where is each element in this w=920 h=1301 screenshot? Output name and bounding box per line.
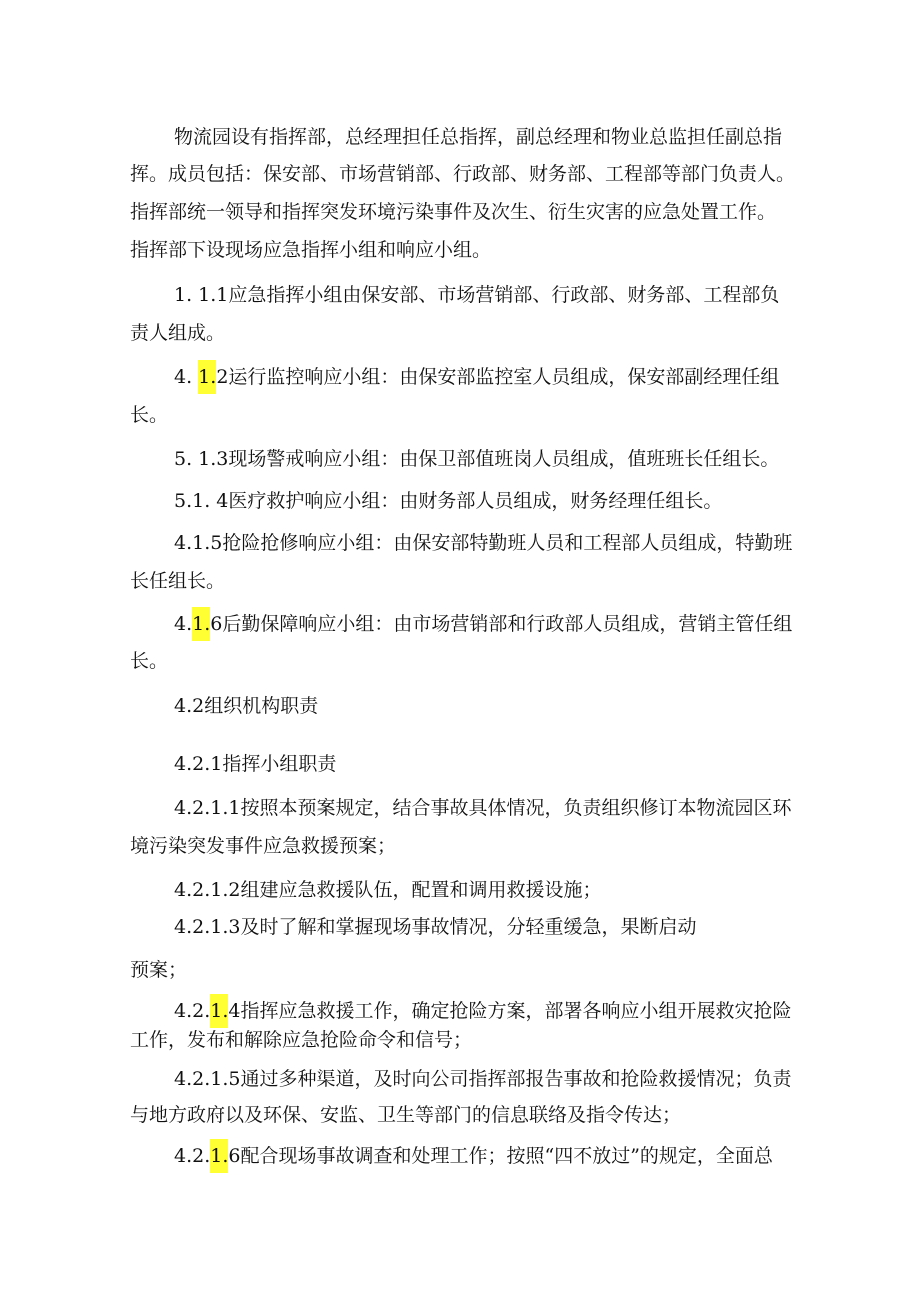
paragraph-line: 4.2.1.1按照本预案规定，结合事故具体情况，负责组织修订本物流园区环	[174, 797, 792, 819]
paragraph-line: 工作，发布和解除应急抢险命令和信号；	[130, 1029, 473, 1051]
paragraph-line: 指挥部统一领导和指挥突发环境污染事件及次生、衍生灾害的应急处置工作。	[130, 201, 777, 223]
paragraph-line: 指挥部下设现场应急指挥小组和响应小组。	[130, 239, 492, 261]
paragraph-line: 5. 1.3现场警戒响应小组：由保卫部值班岗人员组成，值班班长任组长。	[174, 448, 780, 470]
paragraph-line: 预案；	[130, 959, 188, 981]
line-segment: 4.	[174, 366, 199, 388]
paragraph-line: 4.2.1.2组建应急救援队伍，配置和调用救援设施；	[174, 879, 602, 901]
paragraph-line: 境污染突发事件应急救援预案；	[130, 835, 397, 857]
line-segment: 4.2.	[174, 1000, 211, 1022]
paragraph-line	[174, 1143, 773, 1169]
line-segment: 2运行监控响应小组：由保安部监控室人员组成，保安部副经理任组	[216, 366, 780, 388]
line-segment: 6配合现场事故调查和处理工作；按照“四不放过”的规定，全面总	[228, 1145, 773, 1167]
highlighted-text: 1.	[192, 607, 210, 641]
line-segment: 4.2.	[174, 1145, 211, 1167]
paragraph-line: 4.2.1.3及时了解和掌握现场事故情况，分轻重缓急，果断启动	[174, 916, 697, 938]
line-segment: 4指挥应急救援工作，确定抢险方案，部署各响应小组开展救灾抢险	[228, 1000, 792, 1022]
paragraph-line: 长。	[130, 650, 169, 672]
subsection-heading: 4.2.1指挥小组职责	[174, 753, 337, 775]
paragraph-line: 挥。成员包括：保安部、市场营销部、行政部、财务部、工程部等部门负责人。	[130, 163, 796, 185]
highlighted-text: 1.	[210, 1139, 228, 1173]
paragraph-line: 5.1. 4医疗救护响应小组：由财务部人员组成，财务经理任组长。	[174, 490, 723, 512]
paragraph-line: 与地方政府以及环保、安监、卫生等部门的信息联络及指令传达；	[130, 1104, 682, 1126]
paragraph-line: 4.1.5抢险抢修响应小组：由保安部特勤班人员和工程部人员组成，特勤班	[174, 532, 793, 554]
paragraph-line: 4.2.1.5通过多种渠道，及时向公司指挥部报告事故和抢险救援情况；负责	[174, 1068, 792, 1090]
paragraph-line: 物流园设有指挥部，总经理担任总指挥，副总经理和物业总监担任副总指	[174, 126, 783, 148]
highlighted-text: 1.	[198, 360, 216, 394]
line-segment: 4.	[174, 613, 193, 635]
highlighted-text: 1.	[210, 994, 228, 1028]
paragraph-line: 长任组长。	[130, 570, 226, 592]
paragraph-line	[174, 364, 779, 390]
paragraph-line	[174, 611, 792, 637]
paragraph-line	[174, 998, 792, 1024]
paragraph-line: 1. 1.1应急指挥小组由保安部、市场营销部、行政部、财务部、工程部负	[174, 284, 780, 306]
paragraph-line: 长。	[130, 404, 169, 426]
paragraph-line: 责人组成。	[130, 322, 226, 344]
section-heading: 4.2组织机构职责	[174, 695, 319, 717]
line-segment: 6后勤保障响应小组：由市场营销部和行政部人员组成，营销主管任组	[210, 613, 793, 635]
